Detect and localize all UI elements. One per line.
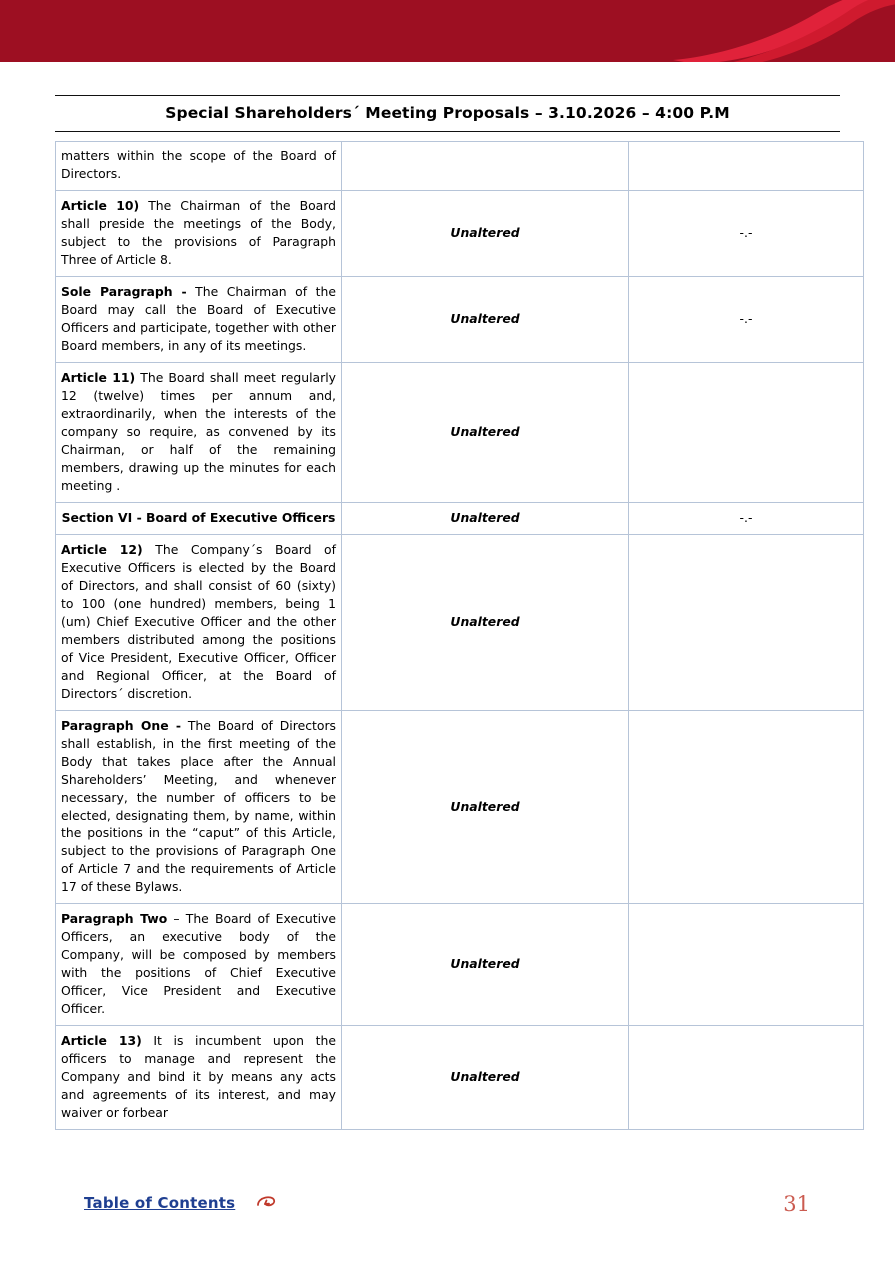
cell-provision-text: Article 11) The Board shall meet regularly 12 (twelve) times per annum and, extraordinarily, when the interests of the company so require, as convened by its Chairman, or half of the remaining members, drawing up the minutes for each meeting . xyxy=(56,362,342,502)
table-row xyxy=(56,276,864,362)
table-row xyxy=(56,904,864,1026)
cell-provision-text: Paragraph Two – The Board of Executive Officers, an executive body of the Company, will be composed by members with the positions of Chief Executive Officer, Vice President and Executive Officer. xyxy=(56,904,342,1026)
cell-status xyxy=(342,142,629,191)
brand-swoosh-icon xyxy=(665,0,895,62)
cell-note xyxy=(629,142,864,191)
table-row xyxy=(56,362,864,502)
cell-provision-text: matters within the scope of the Board of Directors. xyxy=(56,142,342,191)
page-title: Special Shareholders´ Meeting Proposals – 3.10.2026 – 4:00 P.M xyxy=(165,104,730,122)
cell-note: -.- xyxy=(629,190,864,276)
cell-note xyxy=(629,362,864,502)
table-row xyxy=(56,190,864,276)
cell-status: Unaltered xyxy=(342,904,629,1026)
cell-status: Unaltered xyxy=(342,362,629,502)
cell-note: -.- xyxy=(629,502,864,534)
cell-provision-text: Article 12) The Company´s Board of Executive Officers is elected by the Board of Directors, and shall consist of 60 (sixty) to 100 (one hundred) members, being 1 (um) Chief Executive Officer and the other members distributed among the positions of Vice President, Executive Officer, Officer and Regional Officer, at the Board of Directors´ discretion. xyxy=(56,534,342,710)
cell-note xyxy=(629,904,864,1026)
document-header xyxy=(55,95,840,132)
bylaws-comparison-table xyxy=(55,141,864,1130)
table-row xyxy=(56,502,864,534)
table-row xyxy=(56,142,864,191)
document-page xyxy=(0,62,895,1216)
table-row xyxy=(56,1026,864,1130)
back-arrow-icon[interactable] xyxy=(254,1190,278,1214)
cell-note: -.- xyxy=(629,276,864,362)
cell-note xyxy=(629,534,864,710)
table-row xyxy=(56,534,864,710)
cell-status: Unaltered xyxy=(342,534,629,710)
cell-status: Unaltered xyxy=(342,1026,629,1130)
table-row xyxy=(56,710,864,904)
page-footer xyxy=(0,1184,895,1254)
cell-note xyxy=(629,710,864,904)
cell-status: Unaltered xyxy=(342,190,629,276)
cell-provision-text: Sole Paragraph - The Chairman of the Board may call the Board of Executive Officers and participate, together with other Board members, in any of its meetings. xyxy=(56,276,342,362)
cell-provision-text: Paragraph One - The Board of Directors shall establish, in the first meeting of the Body that takes place after the Annual Shareholders’ Meeting, and whenever necessary, the number of officers to be elected, designating them, by name, within the positions in the “caput” of this Article, subject to the provisions of Paragraph One of Article 7 and the requirements of Article 17 of these Bylaws. xyxy=(56,710,342,904)
cell-note xyxy=(629,1026,864,1130)
cell-status: Unaltered xyxy=(342,710,629,904)
cell-provision-text: Article 13) It is incumbent upon the officers to manage and represent the Company and bind it by means any acts and agreements of its interest, and may waiver or forbear xyxy=(56,1026,342,1130)
page-number: 31 xyxy=(783,1192,810,1216)
top-banner xyxy=(0,0,895,62)
cell-section-heading: Section VI - Board of Executive Officers xyxy=(56,502,342,534)
table-of-contents-link[interactable]: Table of Contents xyxy=(84,1194,236,1212)
cell-status: Unaltered xyxy=(342,502,629,534)
cell-status: Unaltered xyxy=(342,276,629,362)
cell-provision-text: Article 10) The Chairman of the Board shall preside the meetings of the Body, subject to the provisions of Paragraph Three of Article 8. xyxy=(56,190,342,276)
